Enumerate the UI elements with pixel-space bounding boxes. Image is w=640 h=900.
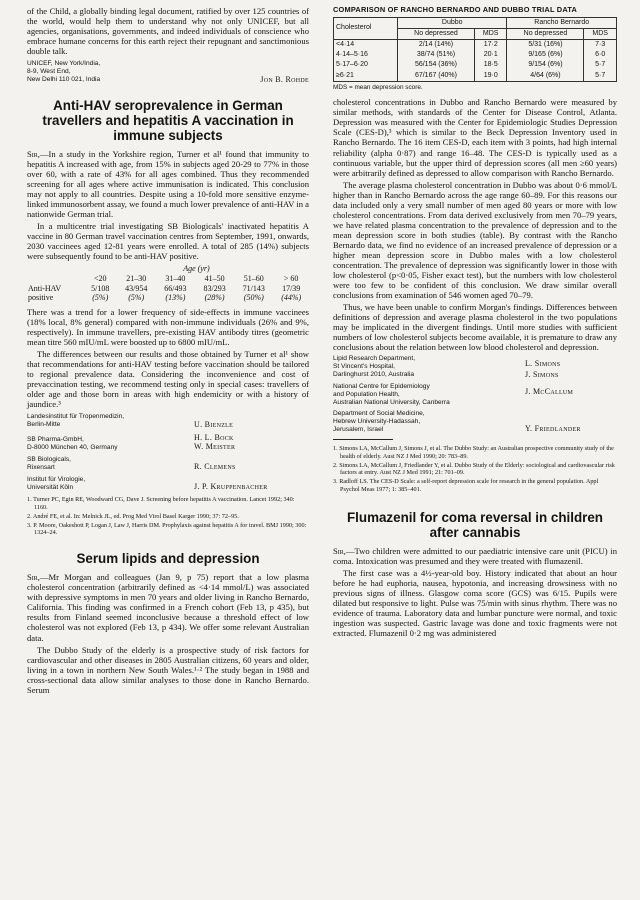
hav-signatures <box>27 413 309 491</box>
serum-paragraph-1: Sir,—Mr Morgan and colleagues (Jan 9, p 75) report that a low plasma cholesterol concentration (arbitrarily defined as <4·14 mmol/L) was associated with depressive symptoms in men 70 years and older living in Rancho Bernardo, California. This finding was confirmed in a French cohort (Feb 13, p 435), but results from Finland seemed inconclusive because a threshold effect of low cholesterol was not explored (Feb 13, p 434). We offer some relevant Australian data. <box>27 572 309 643</box>
divider <box>333 439 393 440</box>
group-dubbo: Dubbo <box>398 17 507 28</box>
serum-references <box>333 445 617 494</box>
intro-affiliation: UNICEF, New York/India, 8-9, West End, New Delhi 110 021, India <box>27 60 101 84</box>
table-row: 5·17–6·20 56/154 (36%) 18·5 9/154 (6%) 5·7 <box>334 60 617 70</box>
table-title: COMPARISON OF RANCHO BERNARDO AND DUBBO TRIAL DATA <box>333 5 578 14</box>
left-column <box>27 6 309 697</box>
hav-paragraph-1: Sir,—In a study in the Yorkshire region, Turner et al¹ found that immunity to hepatitis A increased with age, from 15% in subjects aged 20-29 to 77% in those over 60, with a rate of 43% for all ages combined. Thus they recommended screening for all ages where active immunisation is indicated. This conclusion may not apply to all countries. Despite using a 10-fold more sensitive enzyme-linked immunosorbent assay, we found a much lower prevalence of anti-HAV in a nationwide German trial. <box>27 148 309 220</box>
table-row: ≥6·21 67/167 (40%) 19·0 4/64 (6%) 5·7 <box>334 71 617 82</box>
reference-item: 3. P. Moore, Oakeshott P, Logan J, Law J, Harris DM. Prophylaxis against hepatitis A for travel. BMJ 1990; 300: 1324–24. <box>27 521 307 537</box>
signature-block: Institut für Virologie, Universität Köln J. P. Kruppenbacher <box>27 475 268 492</box>
signature-block: Landesinstitut für Tropenmedizin, Berlin-Mitte U. Bienzle <box>27 413 234 429</box>
signature-block: Department of Social Medicine, Hebrew University-Hadassah, Jerusalem, Israel Y. Friedlander <box>333 409 581 433</box>
hav-paragraph-3: There was a trend for a lower frequency of side-effects in immune vaccinees (18% local, 8% general) compared with non-immune individuals (26% and 9%, respectively). In immune travellers, pre-existing HAV antibody titres (geometric mean titre 560 mIU/mL were boosted up to 6800 mIU/mL. <box>27 306 309 347</box>
reference-item: 2. André FE, et al. In: Melnick JL, ed. Prog Med Virol Basel Karger 1990; 37: 72–95. <box>27 512 239 520</box>
right-column <box>333 6 617 640</box>
serum-paragraph-3: cholesterol concentrations in Dubbo and Rancho Bernardo were measured by similar methods, with standards of the Center for Disease Control, Atlanta. Depression was measured with the Center for Epidemiologic Studies Depression Scale (CES-D),³ which is similar to the Beck Depression Inventory used in Rancho Bernardo. The 16 item CES-D, each item with 3 points, had high internal reliability (alpha 0·87) and range 16–48. The CES-D is typically used as a continuous variable, but the upper third of depression scores (all men ≥60 years) were arbitrarily defined as depressed to allow comparison with Rancho Bernardo. <box>333 97 617 178</box>
table-row: <4·14 2/14 (14%) 17·2 5/31 (16%) 7·3 <box>334 40 617 51</box>
col-cholesterol: Cholesterol <box>334 17 398 39</box>
signature-block: SB Pharma-GmbH, D-8000 München 40, Germany H. L. Bock W. Meister <box>27 433 236 452</box>
intro-paragraph: of the Child, a globally binding legal document, ratified by over 125 countries of the world, would help them to understand why not only UNICEF, but all agencies, organisations, governments, and indeed individuals of conscience who embrace humane concerns for this earth reject their repugnant and sanctimonious double talk. <box>27 6 309 57</box>
age-caption: Age (yr) <box>183 264 210 274</box>
age-table <box>27 264 309 302</box>
hav-article-title: Anti-HAV seroprevalence in German travellers and hepatitis A vaccination in immune subjects <box>42 97 294 143</box>
serum-paragraph-5: Thus, we have been unable to confirm Morgan's findings. Differences between definitions of depression and average plasma cholesterol in the two populations may be implicated in the divergent findings. Until more studies with sufficient numbers of low cholesterol subjects become available, it is premature to draw any conclusions about the relation between low blood cholesterol and depression. <box>333 302 617 353</box>
reference-item: 1. Turner PC, Egin RE, Woodward CG, Dave J. Screening before hepatitis A vaccination. Lancet 1992; 340: 1160. <box>27 496 295 512</box>
reference-item: 2. Simons LA, McCallum J, Friedlander Y, et al. Dubbo Study of the Elderly: sociological and cardiovascular risk factors at entry. Aust NZ J Med 1991; 21: 701–09. <box>333 461 615 477</box>
hav-paragraph-4: The differences between our results and those obtained by Turner et al¹ show that recommendations for anti-HAV testing before vaccination should be tailored to regional prevalence data. Considering the inconvenience and cost of prevaccination testing, we recommend testing only in special cases: travellers of older age and those born in areas with high endemicity or with a history of jaundice.³ <box>27 349 309 410</box>
table-footnote: MDS = mean depression score. <box>333 83 423 91</box>
reference-item: 3. Radloff LS. The CES-D Scale: a self-report depression scale for research in the general population. Appl Psychol Meas 1977; 1: 385–401. <box>333 478 599 493</box>
serum-paragraph-4: The average plasma cholesterol concentration in Dubbo was about 0·6 mmol/L higher than in Rancho Bernardo across the age range 60–89. For this reasons our data included only a very small number of men aged 80 years or more with low cholesterol concentrations. From data derived exclusively from men 70–79 years, we have related plasma concentration to the prevalence of depression and to the mean depression score in both studies (table). By contrast with the Rancho Bernardo data, we find no evidence of an increased prevalence of depression or a higher mean depression score in Dubbo males with a low cholesterol concentration. The prevalence of depression was significantly lower in those with low cholesterol (p<0·05, Fisher exact test), but the numbers with low cholesterol were too few to be confident of this conclusion. We draw similar overall conclusions from examination of 546 women aged 70–79. <box>333 179 617 301</box>
reference-item: 1. Simons LA, McCallum J, Simons J, et al. The Dubbo Study: an Australian prospective community study of the health of elderly. Aust NZ J Med 1990; 20: 783–89. <box>333 445 614 460</box>
table-row: 4·14–5·16 38/74 (51%) 20·1 9/165 (6%) 6·0 <box>334 50 617 60</box>
signature-block: Lipid Research Department, St Vincent's Hospital, Darlinghurst 2010, Australia L. Simons J. Simons <box>333 355 561 379</box>
fluma-paragraph-1: Sir,—Two children were admitted to our paediatric intensive care unit (PICU) in coma. Intoxication was presumed and they were treated with flumazenil. <box>333 545 617 566</box>
intro-author: Jon B. Rohde <box>260 74 309 84</box>
fluma-paragraph-2: The first case was a 4½-year-old boy. History indicated that about an hour before he had euphoria, nausea, hypotonia, and increasing drowsiness with no previous signs of illness. Glasgow coma score (GCS) was 6/15. Pupils were dilated but responsive to light. Pulse was 75/min with sinus rhythm. There was no evidence of trauma. Laboratory data and lumbar puncture were normal, and toxic ingestion was suspected. Gastric lavage was done and toxic fragments were not extracted. Flumazenil 0·2 mg was administered <box>333 567 617 639</box>
comparison-table: Cholesterol Dubbo Rancho Bernardo No depressed MDS No depressed MDS <4·14 2/14 (14%) 17·2 5/31 (16%) 7·3 4·14–5·16 38/74 (51%) 20·1 9/165 (6%) 6·0 5·17–6·20 56/154 (36%) 18·5 9/154 (6%) 5·7 ≥6·21 67/167 (40%) 19·0 4/64 (6%) 5·7 <box>333 17 617 82</box>
serum-paragraph-2: The Dubbo Study of the elderly is a prospective study of risk factors for cardiovascular and other diseases in 2805 Australian citizens, 60 years and older, living in a town in northern New South Wales.¹·² The study began in 1988 and cross-sectional data allow similar analyses to those done in Rancho Bernardo. Serum <box>27 644 309 695</box>
age-count-row: Anti-HAV 5/108 43/954 66/493 83/293 71/143 17/39 <box>28 283 301 293</box>
age-header-row: <20 21–30 31–40 41–50 51–60 > 60 <box>94 274 299 284</box>
intro-signature <box>27 60 309 84</box>
hav-references <box>27 496 309 537</box>
signature-block: SB Biologicals, Rixensart R. Clemens <box>27 455 236 472</box>
serum-signatures <box>333 355 617 434</box>
signature-block: National Centre for Epidemiology and Population Health, Australian National University, Canberra J. McCallum <box>333 383 574 406</box>
flumazenil-article-title: Flumazenil for coma reversal in children after cannabis <box>347 509 603 540</box>
hav-paragraph-2: In a multicentre trial investigating SB Biologicals' inactivated hepatitis A vaccine in 80 German travel vaccination centres from September, 1991, onwards, 2030 vaccinees aged 12-81 years were enrolled. A total of 285 (14%) subjects were subsequently found to be anti-HAV positive. <box>27 221 309 262</box>
group-rancho: Rancho Bernardo <box>507 17 617 28</box>
age-percent-row: positive (5%) (5%) (13%) (28%) (50%) (44%) <box>28 293 302 303</box>
serum-article-title: Serum lipids and depression <box>76 551 260 567</box>
